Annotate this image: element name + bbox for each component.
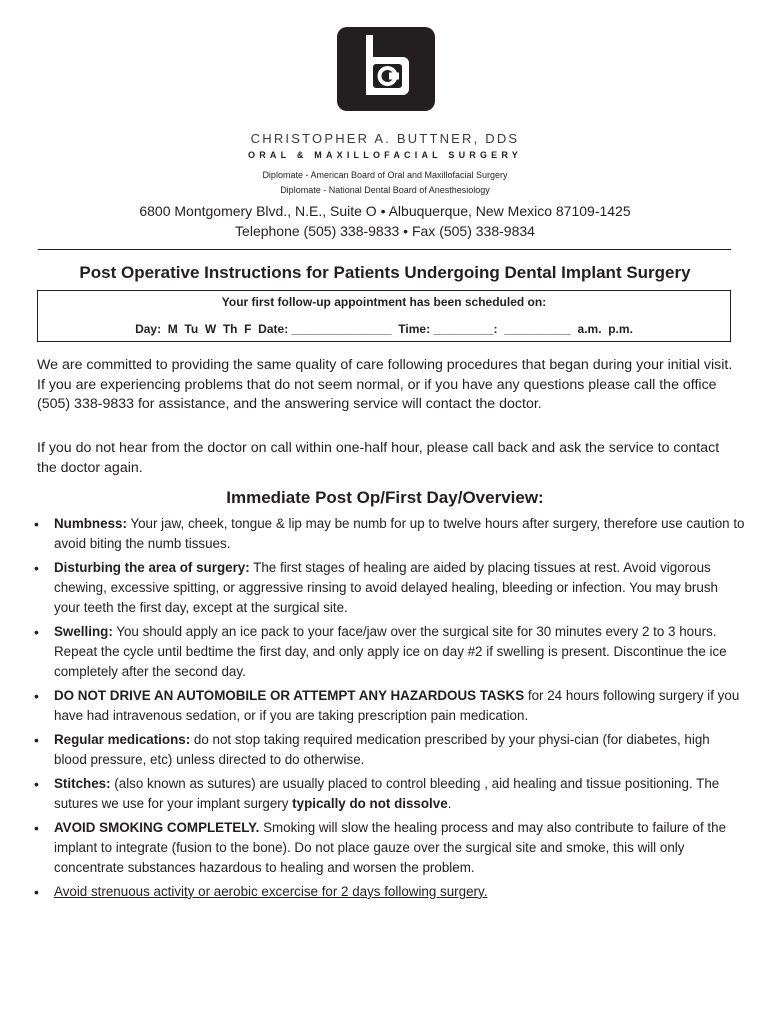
bullet-icon: •: [34, 883, 39, 900]
item-text: Your jaw, cheek, tongue & lip may be numb for up to twelve hours after surgery, therefore use caution to avoid biting the numb tissues.: [54, 516, 745, 552]
intro-paragraph-2: If you do not hear from the doctor on call within one-half hour, please call back and ask the service to contact the doctor again.: [37, 440, 720, 476]
header-divider: [38, 249, 731, 250]
item-emphasis: typically do not dissolve: [292, 796, 448, 812]
item-text: Avoid strenuous activity or aerobic excercise for 2 days following surgery.: [54, 883, 488, 899]
item-text: (also known as sutures) are usually placed to control bleeding , aid healing and tissue positioning. The sutures we use for your implant surgery: [54, 775, 720, 812]
appointment-heading: Your first follow-up appointment has been scheduled on:: [221, 295, 547, 309]
doctor-name: CHRISTOPHER A. BUTTNER, DDS: [250, 131, 520, 146]
appointment-box: [37, 290, 731, 342]
list-item-do-not-drive: [30, 686, 745, 726]
diplomate-line-1: Diplomate - American Board of Oral and Maxillofacial Surgery: [262, 170, 508, 180]
list-item-disturbing: [30, 558, 745, 619]
bullet-icon: •: [34, 732, 39, 749]
item-label: AVOID SMOKING COMPLETELY.: [54, 819, 260, 835]
list-item-swelling: [30, 622, 745, 683]
bullet-icon: •: [34, 516, 39, 532]
bullet-icon: •: [34, 775, 39, 792]
item-label: Regular medications:: [54, 732, 191, 748]
item-end: .: [447, 796, 452, 812]
list-item-medications: [30, 730, 745, 770]
list-item-numbness: [30, 514, 745, 554]
bullet-icon: •: [34, 688, 39, 705]
document-title: Post Operative Instructions for Patients Undergoing Dental Implant Surgery: [79, 263, 691, 282]
appointment-fields: Day: M Tu W Th F Date: _______________ Time: _________: __________ a.m. p.m.: [135, 322, 633, 336]
item-text: do not stop taking required medication prescribed by your physi-cian (for diabetes, high blood pressure, etc) unless directed to do otherwise.: [54, 732, 710, 768]
intro-paragraph-1: We are committed to providing the same quality of care following procedures that began during your initial visit. If you are experiencing problems that do not seem normal, or if you have any questions please call the office (505) 338-9833 for assistance, and the answering service will contact the doctor.: [37, 357, 733, 412]
bc-monogram-logo: [337, 27, 435, 111]
bullet-icon: •: [34, 819, 39, 836]
item-label: Swelling:: [54, 624, 113, 640]
office-address: 6800 Montgomery Blvd., N.E., Suite O • Albuquerque, New Mexico 87109-1425: [139, 203, 631, 219]
doctor-specialty: ORAL & MAXILLOFACIAL SURGERY: [248, 150, 522, 160]
item-text: for 24 hours following surgery if you have had intravenous sedation, or if you are taking prescription pain medication.: [54, 688, 740, 724]
diplomate-line-2: Diplomate - National Dental Board of Anesthesiology: [280, 185, 490, 195]
item-label: Stitches:: [54, 775, 111, 791]
instruction-list: [30, 514, 745, 906]
bullet-icon: •: [34, 624, 39, 641]
bullet-icon: •: [34, 559, 39, 576]
item-label: DO NOT DRIVE AN AUTOMOBILE OR ATTEMPT ANY HAZARDOUS TASKS: [54, 688, 525, 704]
item-label: Numbness:: [54, 516, 127, 531]
office-phones: Telephone (505) 338-9833 • Fax (505) 338-9834: [235, 223, 535, 239]
item-text: Smoking will slow the healing process and may also contribute to failure of the implant to integrate (fusion to the bone). Do not place gauze over the surgical site and smoke, this will only concentrate substances hazardous to healing and worsen the problem.: [54, 819, 727, 876]
item-text: You should apply an ice pack to your face/jaw over the surgical site for 30 minutes every 2 to 3 hours. Repeat the cycle until bedtime the first day, and only apply ice on day #2 if swelling is present. Discontinue the ice completely after the second day.: [54, 624, 727, 680]
logo-mark: [337, 27, 435, 111]
list-item-smoking: [30, 818, 745, 879]
section-heading: Immediate Post Op/First Day/Overview:: [226, 488, 544, 507]
list-item-stitches: [30, 774, 745, 814]
item-label: Disturbing the area of surgery:: [54, 559, 250, 575]
list-item-strenuous-activity: [30, 882, 745, 902]
item-text: The first stages of healing are aided by placing tissues at rest. Avoid vigorous chewing, excessive spitting, or aggressive rinsing to avoid delayed healing, bleeding or infection. You may brush your teeth the first day, except at the surgical site.: [54, 559, 718, 616]
